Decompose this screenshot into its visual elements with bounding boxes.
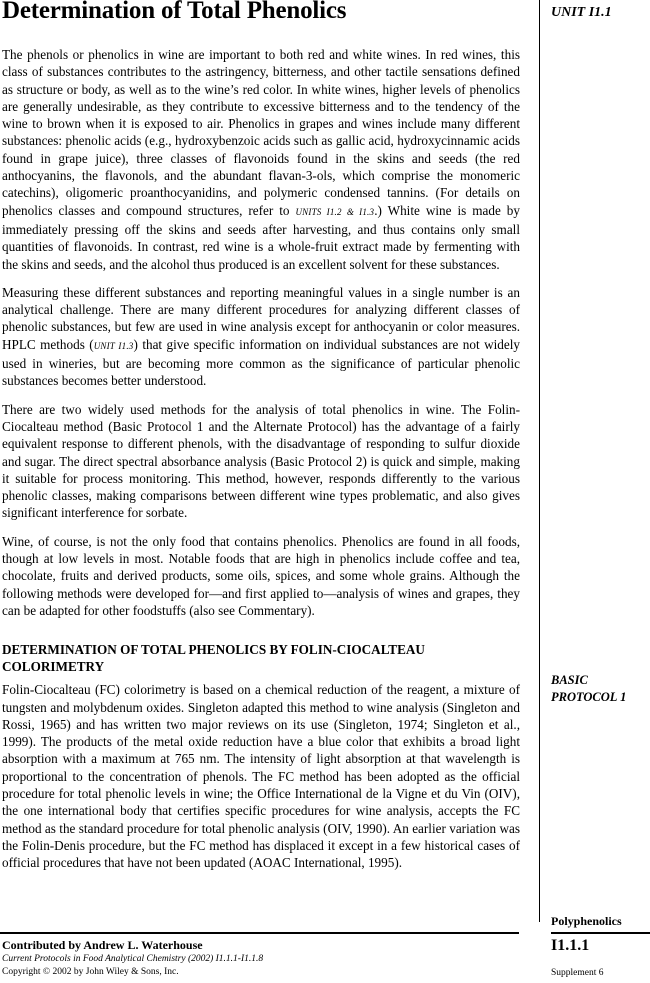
unit-label: UNIT I1.1 (551, 5, 612, 20)
main-text-column (2, 46, 520, 871)
paragraph-measuring (2, 284, 520, 390)
footer-rule (0, 932, 519, 934)
contributor-line: Contributed by Andrew L. Waterhouse (2, 938, 203, 952)
cross-reference-link[interactable]: UNITS I1.2 & I1.3 (295, 206, 375, 217)
cross-reference-link[interactable]: UNIT I1.3 (93, 340, 134, 351)
paragraph-methods: There are two widely used methods for the analysis of total phenolics in wine. The Folin-Ciocalteau method (Basic Protocol 1 and the Alternate Protocol) has the advantage of a fairly equivalent response to different phenols, with the disadvantage of responding to sulfur dioxide and sugar. The direct spectral absorbance analysis (Basic Protocol 2) is quick and simple, making it suitable for process monitoring. This method, however, responds differently to the various phenolic classes, making comparisons between different wine types problematic, and also gives significant interference for sorbate. (2, 401, 520, 521)
paragraph-measuring-text-a: Measuring these different substances and reporting meaningful values in a single number is an analytical challenge. There are many different procedures for analyzing different classes of phenolic substances, but few are used in wine analysis except for anthocyanin or color measures. HPLC methods ( (2, 284, 520, 352)
topic-label: Polyphenolics (551, 914, 622, 928)
column-divider (539, 0, 540, 922)
page-title: Determination of Total Phenolics (2, 0, 347, 24)
paragraph-foods: Wine, of course, is not the only food that contains phenolics. Phenolics are found in all foods, though at low levels in most. Notable foods that are high in phenolics include coffee and tea, chocolate, fruits and derived products, some oils, spices, and some whole grains. Although the following methods were developed for—and first applied to—analysis of wines and grapes, they can be adapted for other foodstuffs (also see Commentary). (2, 533, 520, 618)
page-unit-number: I1.1.1 (551, 937, 590, 954)
paragraph-measuring-text-b: ) that give specific information on individual substances are not widely used in wineries, but are becoming more common as the significance of particular phenolic substances becomes better understood. (2, 336, 520, 389)
section-heading: DETERMINATION OF TOTAL PHENOLICS BY FOLIN-CIOCALTEAU COLORIMETRY (2, 642, 425, 675)
paragraph-fc-colorimetry: Folin-Ciocalteau (FC) colorimetry is based on a chemical reduction of the reagent, a mixture of tungsten and molybdenum oxides. Singleton adapted this method to wine analysis (Singleton and Rossi, 1965) and has written two major reviews on its use (Singleton, 1974; Singleton et al., 1999). The products of the metal oxide reduction have a blue color that exhibits a broad light absorption with a maximum at 765 nm. The intensity of light absorption at that wavelength is proportional to the concentration of phenols. The FC method has been adopted as the official procedure for total phenolic levels in wine; the Office International de la Vigne et du Vin (OIV), the one international body that certifies specific procedures for wine analysis, accepts the FC method as the standard procedure for total phenolic analysis (OIV, 1990). An earlier variation was the Folin-Denis procedure, but the FC method has displaced it except in a few historical cases of official procedures that have not been updated (AOAC International, 1995). (2, 682, 520, 871)
footer-side-rule (551, 932, 650, 934)
paragraph-intro (2, 46, 520, 273)
protocol-side-label-line2: PROTOCOL 1 (551, 690, 627, 704)
paragraph-intro-text-a: The phenols or phenolics in wine are important to both red and white wines. In red wines, this class of substances contributes to the astringency, bitterness, and other tactile sensations defined as structure or body, as well as to the wine’s red color. In white wines, higher levels of phenolics are generally undesirable, as they contribute to excessive bitterness and to the tendency of the wine to brown when it is exposed to air. Phenolics in grapes and wines include many different substances: phenolic acids (e.g., hydroxybenzoic acids such as gallic acid, hydroxycinnamic acids found in grape juice), three classes of flavonoids found in the skins and seeds (the red anthocyanins, the flavonols, and the abundant flavan-3-ols, which comprise the monomeric catechins), oligomeric proanthocyanidins, and polymeric condensed tannins. (For details on phenolics classes and compound structures, refer to (2, 47, 520, 218)
citation-line: Current Protocols in Food Analytical Chemistry (2002) I1.1.1-I1.1.8 (2, 954, 264, 964)
protocol-side-label (551, 672, 626, 706)
paragraph-intro-text-b: .) White wine is made by immediately pressing off the skins and seeds after harvesting, and thus contains only small quantities of flavonoids. In contrast, red wine is a whole-fruit extract made by fermenting with the skins and seeds, and the alcohol thus produced is an excellent solvent for these substances. (2, 202, 520, 272)
protocol-side-label-line1: BASIC (551, 673, 588, 687)
supplement-label: Supplement 6 (551, 968, 604, 978)
copyright-line: Copyright © 2002 by John Wiley & Sons, Inc. (2, 967, 179, 977)
